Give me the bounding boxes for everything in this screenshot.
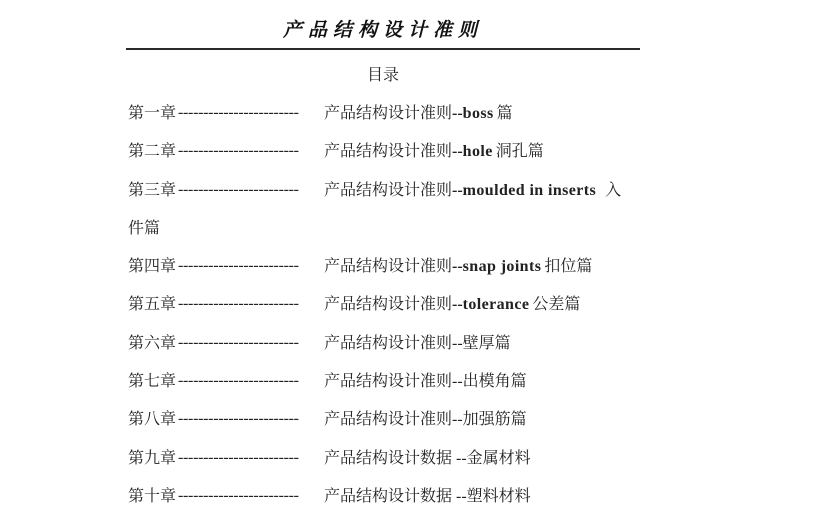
entry-prefix: 产品结构设计准则 — [324, 256, 453, 276]
dot-leader: ------------------------ — [178, 142, 299, 160]
entry-prefix: 产品结构设计准则 — [324, 179, 453, 199]
toc-entry-continuation — [128, 217, 648, 255]
entry-chinese-title: 金属材料 — [466, 447, 531, 467]
entry-separator: -- — [452, 411, 463, 429]
chapter-number: 第二章 — [128, 141, 177, 161]
entry-separator: -- — [452, 487, 467, 505]
toc-entry[interactable] — [128, 408, 648, 446]
entry-separator: -- — [452, 181, 463, 199]
toc-entry[interactable] — [128, 102, 648, 140]
table-of-contents — [128, 102, 648, 523]
toc-entry[interactable] — [128, 293, 648, 331]
dot-leader: ------------------------ — [178, 486, 299, 504]
entry-chinese-title: 扣位篇 — [544, 256, 593, 276]
entry-separator: -- — [452, 334, 463, 352]
dot-leader: ------------------------ — [178, 372, 299, 390]
entry-english-title: boss — [462, 105, 494, 122]
entry-chinese-title: 公差篇 — [532, 294, 581, 314]
entry-chinese-title: 洞孔篇 — [495, 141, 544, 161]
document-title: 产品结构设计准则 — [282, 19, 483, 41]
toc-entry[interactable] — [128, 332, 648, 370]
entry-separator: -- — [452, 449, 467, 467]
entry-chinese-title: 篇 — [496, 103, 513, 122]
chapter-number: 第一章 — [128, 103, 177, 122]
dot-leader: ------------------------ — [178, 410, 299, 428]
dot-leader: ------------------------ — [178, 448, 299, 466]
toc-entry[interactable] — [128, 140, 648, 178]
dot-leader: ------------------------ — [178, 333, 299, 351]
title-divider — [126, 48, 640, 50]
dot-leader: ------------------------ — [178, 104, 299, 121]
entry-prefix: 产品结构设计数据 — [324, 447, 453, 467]
entry-english-title: moulded in inserts — [462, 181, 597, 199]
chapter-number: 第七章 — [128, 371, 177, 391]
toc-entry[interactable] — [128, 370, 648, 408]
chapter-number: 第四章 — [128, 256, 177, 276]
entry-english-title: tolerance — [462, 296, 530, 314]
chapter-number: 第八章 — [128, 409, 177, 429]
toc-entry[interactable] — [128, 179, 648, 217]
entry-prefix: 产品结构设计准则 — [324, 103, 453, 122]
toc-entry[interactable] — [128, 447, 648, 485]
entry-prefix: 产品结构设计准则 — [324, 332, 453, 352]
entry-separator: -- — [452, 296, 463, 314]
entry-prefix: 产品结构设计数据 — [324, 485, 453, 505]
dot-leader: ------------------------ — [178, 295, 299, 313]
entry-continuation-text: 件篇 — [128, 217, 161, 237]
entry-prefix: 产品结构设计准则 — [324, 141, 453, 161]
entry-chinese-title: 塑料材料 — [466, 485, 531, 505]
entry-chinese-title: 壁厚篇 — [462, 332, 511, 352]
entry-english-title: hole — [462, 143, 493, 161]
entry-english-title: snap joints — [462, 258, 542, 276]
chapter-number: 第六章 — [128, 332, 177, 352]
entry-prefix: 产品结构设计准则 — [324, 294, 453, 314]
entry-separator: -- — [452, 143, 463, 161]
entry-separator: -- — [452, 258, 463, 276]
entry-separator: -- — [452, 373, 463, 391]
chapter-number: 第十章 — [128, 485, 177, 505]
dot-leader: ------------------------ — [178, 180, 299, 198]
chapter-number: 第五章 — [128, 294, 177, 314]
entry-chinese-title: 加强筋篇 — [462, 409, 527, 429]
entry-separator: -- — [452, 105, 463, 122]
chapter-number: 第九章 — [128, 447, 177, 467]
toc-entry[interactable] — [128, 255, 648, 293]
dot-leader: ------------------------ — [178, 257, 299, 275]
entry-chinese-title: 出模角篇 — [462, 371, 527, 391]
toc-entry[interactable] — [128, 485, 648, 523]
entry-prefix: 产品结构设计准则 — [324, 409, 453, 429]
chapter-number: 第三章 — [128, 179, 177, 199]
entry-chinese-title: 入 — [605, 179, 622, 199]
entry-prefix: 产品结构设计准则 — [324, 371, 453, 391]
toc-heading: 目录 — [366, 65, 399, 84]
